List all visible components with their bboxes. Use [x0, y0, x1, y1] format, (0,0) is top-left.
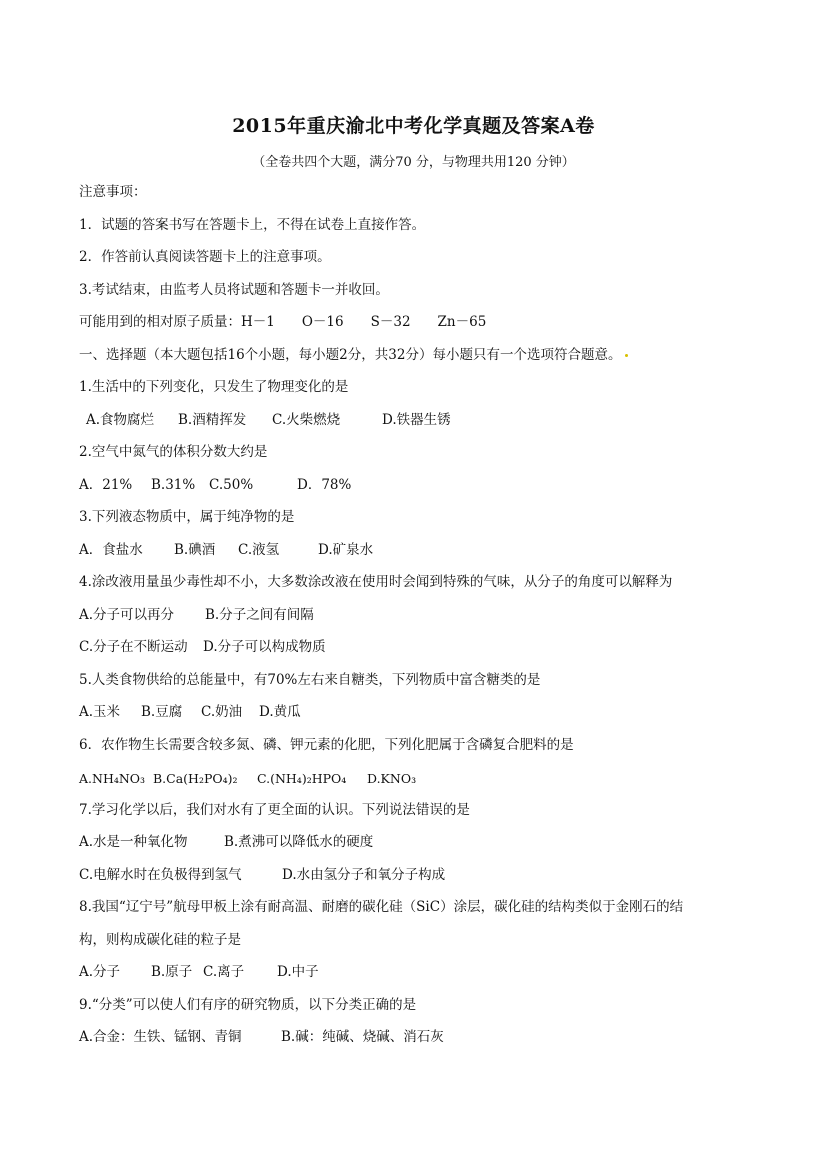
question-stem: 1.生活中的下列变化，只发生了物理变化的是 [79, 379, 349, 395]
question-options [79, 703, 301, 721]
question-options [79, 866, 445, 884]
question-options [79, 541, 373, 559]
option: D.分子可以构成物质 [203, 639, 326, 655]
question-options [79, 606, 314, 624]
option: A.合金：生铁、锰钢、青铜 [79, 1029, 242, 1045]
option: A．食盐水 [79, 542, 143, 558]
question-options [79, 770, 416, 788]
question-stem: 8.我国“辽宁号”航母甲板上涂有耐高温、耐磨的碳化硅（SiC）涂层，碳化硅的结构类似于金刚石的结 [79, 899, 684, 915]
option: D.铁器生锈 [382, 412, 451, 428]
option: D．78% [297, 477, 352, 493]
option: A.分子可以再分 [79, 607, 175, 623]
option: C.分子在不断运动 [79, 639, 188, 655]
option: A.玉米 [79, 704, 121, 720]
question-stem: 3.下列液态物质中，属于纯净物的是 [79, 509, 295, 525]
question-options [79, 638, 326, 656]
note-item: 1．试题的答案书写在答题卡上，不得在试卷上直接作答。 [79, 217, 426, 233]
page-subtitle: （全卷共四个大题，满分70 分，与物理共用120 分钟） [252, 155, 575, 170]
notes-heading: 注意事项： [79, 184, 147, 200]
decorative-dot [625, 354, 628, 357]
option: B.碱：纯碱、烧碱、消石灰 [281, 1029, 444, 1045]
atomic-masses: 可能用到的相对原子质量：H－1 O－16 S－32 Zn－65 [79, 314, 487, 330]
note-item: 2．作答前认真阅读答题卡上的注意事项。 [79, 249, 331, 265]
option: A.分子 [79, 964, 121, 980]
note-item: 3.考试结束，由监考人员将试题和答题卡一并收回。 [79, 282, 389, 298]
question-stem: 5.人类食物供给的总能量中，有70%左右来自糖类，下列物质中富含糖类的是 [79, 672, 541, 688]
option: A.食物腐烂 [86, 412, 155, 428]
page-title: 2015年重庆渝北中考化学真题及答案A卷 [232, 115, 595, 137]
option: B.Ca(H₂PO₄)₂ [153, 771, 238, 786]
option: C.(NH₄)₂HPO₄ [257, 771, 347, 786]
option: B.豆腐 [141, 704, 183, 720]
option: C.液氢 [238, 542, 280, 558]
option: D.矿泉水 [318, 542, 374, 558]
option: C.50% [209, 477, 254, 493]
option: D.KNO₃ [367, 771, 417, 786]
option: B.碘酒 [174, 542, 216, 558]
option: A.水是一种氧化物 [79, 834, 188, 850]
question-stem: 6．农作物生长需要含较多氮、磷、钾元素的化肥，下列化肥属于含磷复合肥料的是 [79, 737, 574, 753]
option: D.水由氢分子和氧分子构成 [282, 867, 446, 883]
question-options [79, 476, 351, 494]
question-stem: 9.“分类”可以使人们有序的研究物质，以下分类正确的是 [79, 997, 417, 1013]
option: C.电解水时在负极得到氢气 [79, 867, 242, 883]
option: C.奶油 [201, 704, 243, 720]
question-stem: 4.涂改液用量虽少毒性却不小，大多数涂改液在使用时会闻到特殊的气味，从分子的角度可以解释为 [79, 574, 673, 590]
option: A.NH₄NO₃ [79, 771, 146, 786]
option: C.火柴燃烧 [272, 412, 341, 428]
question-options [79, 1028, 444, 1046]
question-options [79, 963, 319, 981]
option: D.中子 [277, 964, 319, 980]
option: C.离子 [203, 964, 245, 980]
question-options [79, 833, 373, 851]
question-stem-continued: 构，则构成碳化硅的粒子是 [79, 932, 241, 948]
section-heading-text: 一、选择题（本大题包括16个小题，每小题2分，共32分）每小题只有一个选项符合题意。 [79, 347, 622, 363]
option: B.31% [151, 477, 196, 493]
option: B.分子之间有间隔 [205, 607, 314, 623]
question-stem: 7.学习化学以后，我们对水有了更全面的认识。下列说法错误的是 [79, 802, 470, 818]
question-options [86, 411, 451, 429]
section-heading [79, 346, 628, 364]
question-stem: 2.空气中氮气的体积分数大约是 [79, 444, 268, 460]
option: D.黄瓜 [259, 704, 301, 720]
option: B.原子 [151, 964, 193, 980]
option: B.煮沸可以降低水的硬度 [224, 834, 374, 850]
option: B.酒精挥发 [178, 412, 247, 428]
option: A．21% [79, 477, 133, 493]
